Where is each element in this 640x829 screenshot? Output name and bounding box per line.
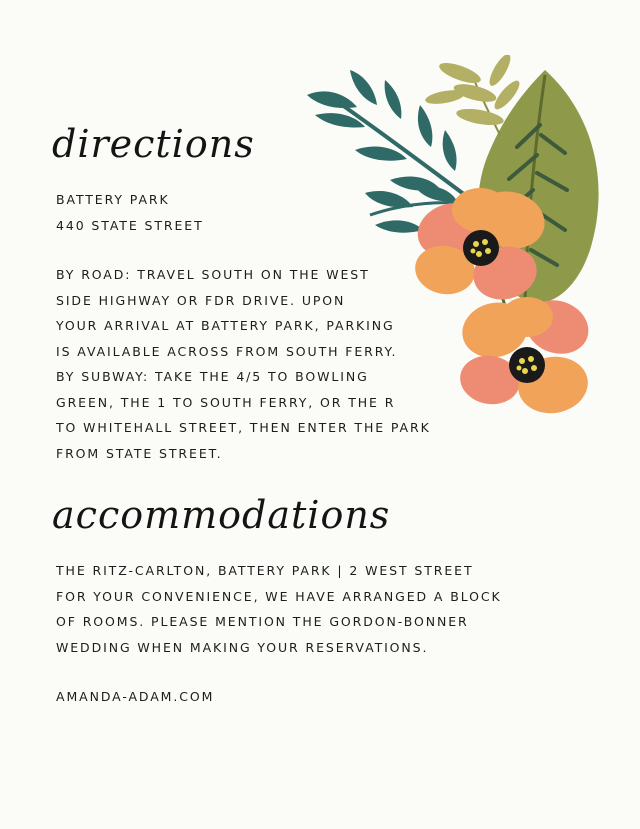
travel-line: TO WHITEHALL STREET, THEN ENTER THE PARK xyxy=(56,420,431,435)
address-line: 440 STATE STREET xyxy=(56,217,204,233)
accommodations-line: THE RITZ-CARLTON, BATTERY PARK | 2 WEST STREET xyxy=(56,563,474,578)
travel-line: IS AVAILABLE ACROSS FROM SOUTH FERRY. xyxy=(56,343,398,359)
accommodations-line: FOR YOUR CONVENIENCE, WE HAVE ARRANGED A BLOCK xyxy=(56,588,502,604)
travel-line: SIDE HIGHWAY OR FDR DRIVE. UPON xyxy=(56,292,346,308)
accommodations-line: WEDDING WHEN MAKING YOUR RESERVATIONS. xyxy=(56,639,429,655)
floral-bouquet-icon xyxy=(295,55,610,435)
website-link[interactable]: AMANDA-ADAM.COM xyxy=(56,689,215,704)
directions-heading: directions xyxy=(52,122,255,166)
travel-line: BY ROAD: TRAVEL SOUTH ON THE WEST xyxy=(56,267,370,282)
flower-icon xyxy=(456,292,596,419)
travel-line: BY SUBWAY: TAKE THE 4/5 TO BOWLING xyxy=(56,369,369,384)
travel-line: GREEN, THE 1 TO SOUTH FERRY, OR THE R xyxy=(56,394,396,410)
accommodations-details xyxy=(56,558,502,660)
travel-line: YOUR ARRIVAL AT BATTERY PARK, PARKING xyxy=(56,318,395,333)
address-line: BATTERY PARK xyxy=(56,192,170,207)
accommodations-line: OF ROOMS. PLEASE MENTION THE GORDON-BONNER xyxy=(56,614,469,629)
directions-address xyxy=(56,187,204,238)
travel-line: FROM STATE STREET. xyxy=(56,445,223,461)
accommodations-heading: accommodations xyxy=(52,493,391,537)
